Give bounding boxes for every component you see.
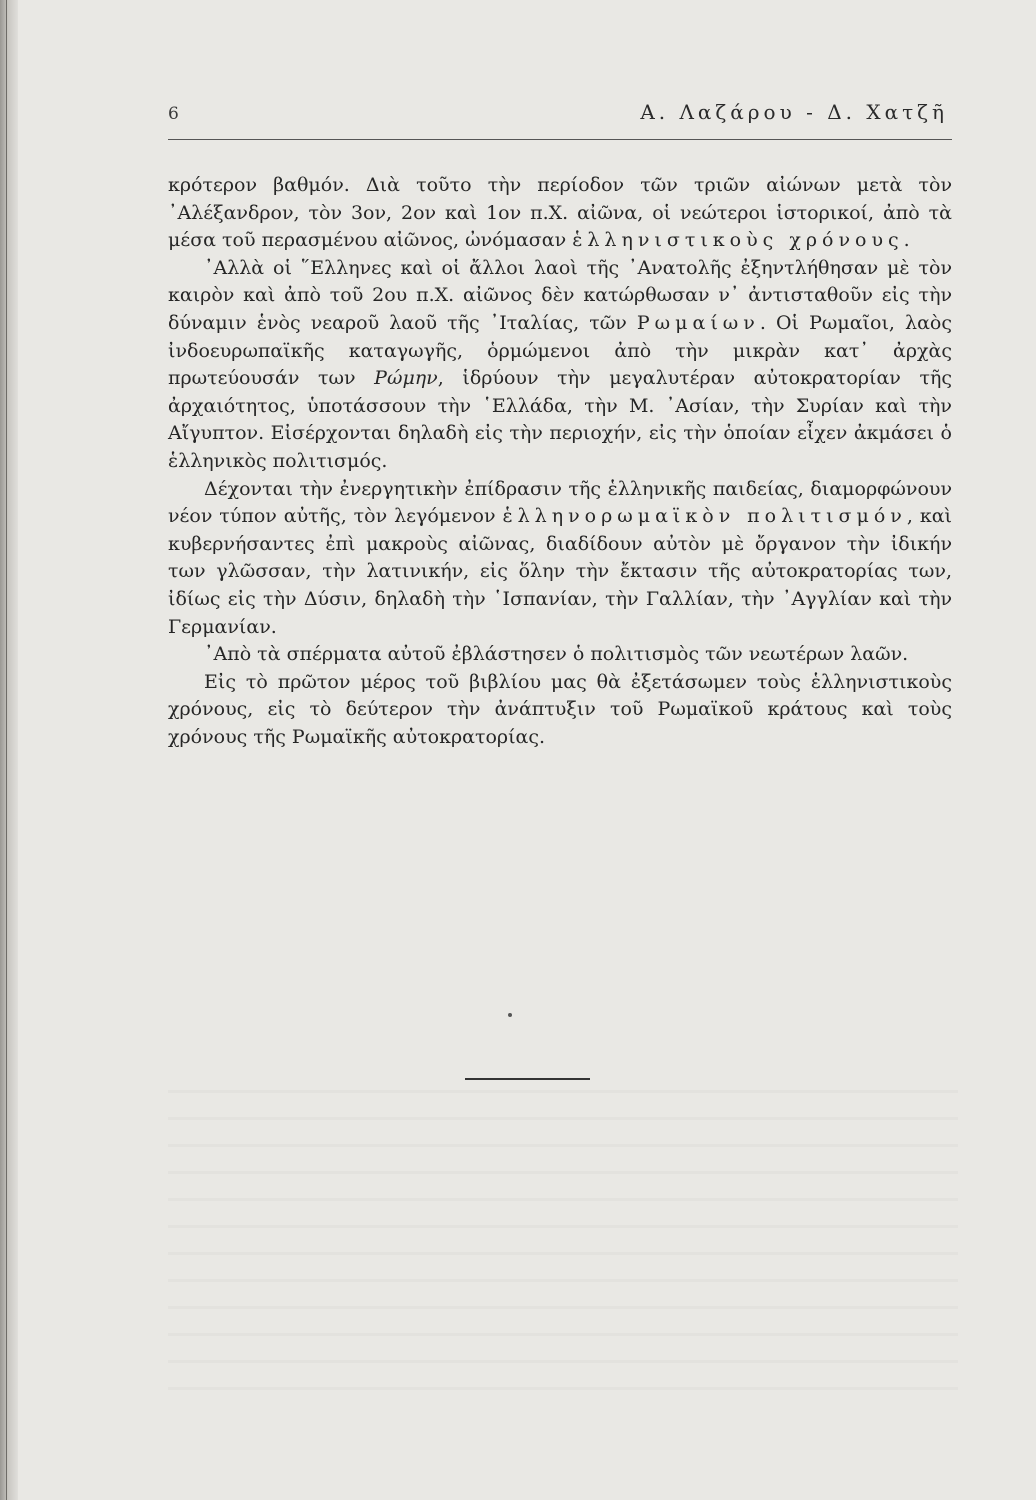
- paragraph-4: ᾿Απὸ τὰ σπέρματα αὐτοῦ ἐβλάστησεν ὁ πολιτισμὸς τῶν νεωτέρων λαῶν.: [204, 643, 909, 666]
- paragraph-2: [168, 255, 952, 476]
- paragraph-1: [168, 172, 952, 255]
- bleed-through-shadow: [168, 1090, 958, 1390]
- term-hellenistic-times: ἑλληνιστικοὺς χρόνους: [572, 229, 904, 252]
- term-greco-roman-civilization: ἑλληνορωμαϊκὸν πολιτισμόν: [502, 505, 907, 528]
- binding-shadow: [0, 0, 18, 1500]
- paragraph-2-text-2: . Οἱ Ρωμαῖοι, λαὸς ἰνδοευρωπαϊκῆς καταγωγῆς, ὁρμώμενοι ἀπὸ τὴν μικρὰν κατ᾿ ἀρχὰς πρωτεύουσάν των: [168, 311, 952, 390]
- paragraph-1-end: .: [903, 229, 910, 252]
- body-text: [168, 172, 952, 751]
- section-end-rule: [465, 1078, 590, 1080]
- term-romans: Ρωμαίων: [636, 311, 760, 334]
- header-rule: [168, 139, 952, 140]
- paragraph-1-text: κρότερον βαθμόν. Διὰ τοῦτο τὴν περίοδον τῶν τριῶν αἰώνων μετὰ τὸν ᾿Αλέξανδρον, τὸν 3ον, 2ον καὶ 1ον π.Χ. αἰῶνα, οἱ νεώτεροι ἱστορικοί, ἀπὸ τὰ μέσα τοῦ περασμένου αἰῶνος, ὠνόμασαν: [168, 174, 952, 252]
- paragraph-3: [168, 476, 952, 642]
- paragraph-3-text: Δέχονται τὴν ἐνεργητικὴν ἐπίδρασιν τῆς ἑλληνικῆς παιδείας, διαμορφώνουν νέον τύπον αὐτῆς, τὸν λεγόμενον: [168, 477, 952, 528]
- paragraph-2-text-3: , ἱδρύουν τὴν μεγαλυτέραν αὐτοκρατορίαν τῆς ἀρχαιότητος, ὑποτάσσουν τὴν ῾Ελλάδα, τὴν Μ. ᾿Ασίαν, τὴν Συρίαν καὶ τὴν Αἴγυπτον. Εἰσέρχονται δηλαδὴ εἰς τὴν περιοχήν, εἰς τὴν ὁποίαν εἶχεν ἀκμάσει ὁ ἑλληνικὸς πολιτισμός.: [168, 367, 952, 472]
- term-rome: Ρώμην: [374, 367, 438, 390]
- ink-dot: [508, 1013, 512, 1017]
- paragraph-5: Εἰς τὸ πρῶτον μέρος τοῦ βιβλίου μας θὰ ἐξετάσωμεν τοὺς ἑλληνιστικοὺς χρόνους, εἰς τὸ δεύτερον τὴν ἀνάπτυξιν τοῦ Ρωμαϊκοῦ κράτους καὶ τοὺς χρόνους τῆς Ρωμαϊκῆς αὐτοκρατορίας.: [168, 670, 952, 748]
- paragraph-2-text: ᾿Αλλὰ οἱ ῞Ελληνες καὶ οἱ ἄλλοι λαοὶ τῆς ᾿Ανατολῆς ἐξηντλήθησαν μὲ τὸν καιρὸν καὶ ἀπὸ τοῦ 2ου π.Χ. αἰῶνος δὲν κατώρθωσαν ν᾿ ἀντισταθοῦν εἰς τὴν δύναμιν ἑνὸς νεαροῦ λαοῦ τῆς ᾿Ιταλίας, τῶν: [168, 256, 952, 334]
- paragraph-3-text-2: , καὶ κυβερνήσαντες ἐπὶ μακροὺς αἰῶνας, διαδίδουν αὐτὸν μὲ ὄργανον τὴν ἰδικήν των γλῶσσαν, τὴν λατινικήν, εἰς ὅλην τὴν ἔκτασιν τῆς αὐτοκρατορίας των, ἰδίως εἰς τὴν Δύσιν, δηλαδὴ τὴν ῾Ισπανίαν, τὴν Γαλλίαν, τὴν ᾿Αγγλίαν καὶ τὴν Γερμανίαν.: [168, 505, 952, 638]
- page-header: [168, 100, 954, 140]
- page-number: 6: [168, 104, 179, 124]
- running-head: Α. Λαζάρου - Δ. Χατζῆ: [640, 100, 948, 124]
